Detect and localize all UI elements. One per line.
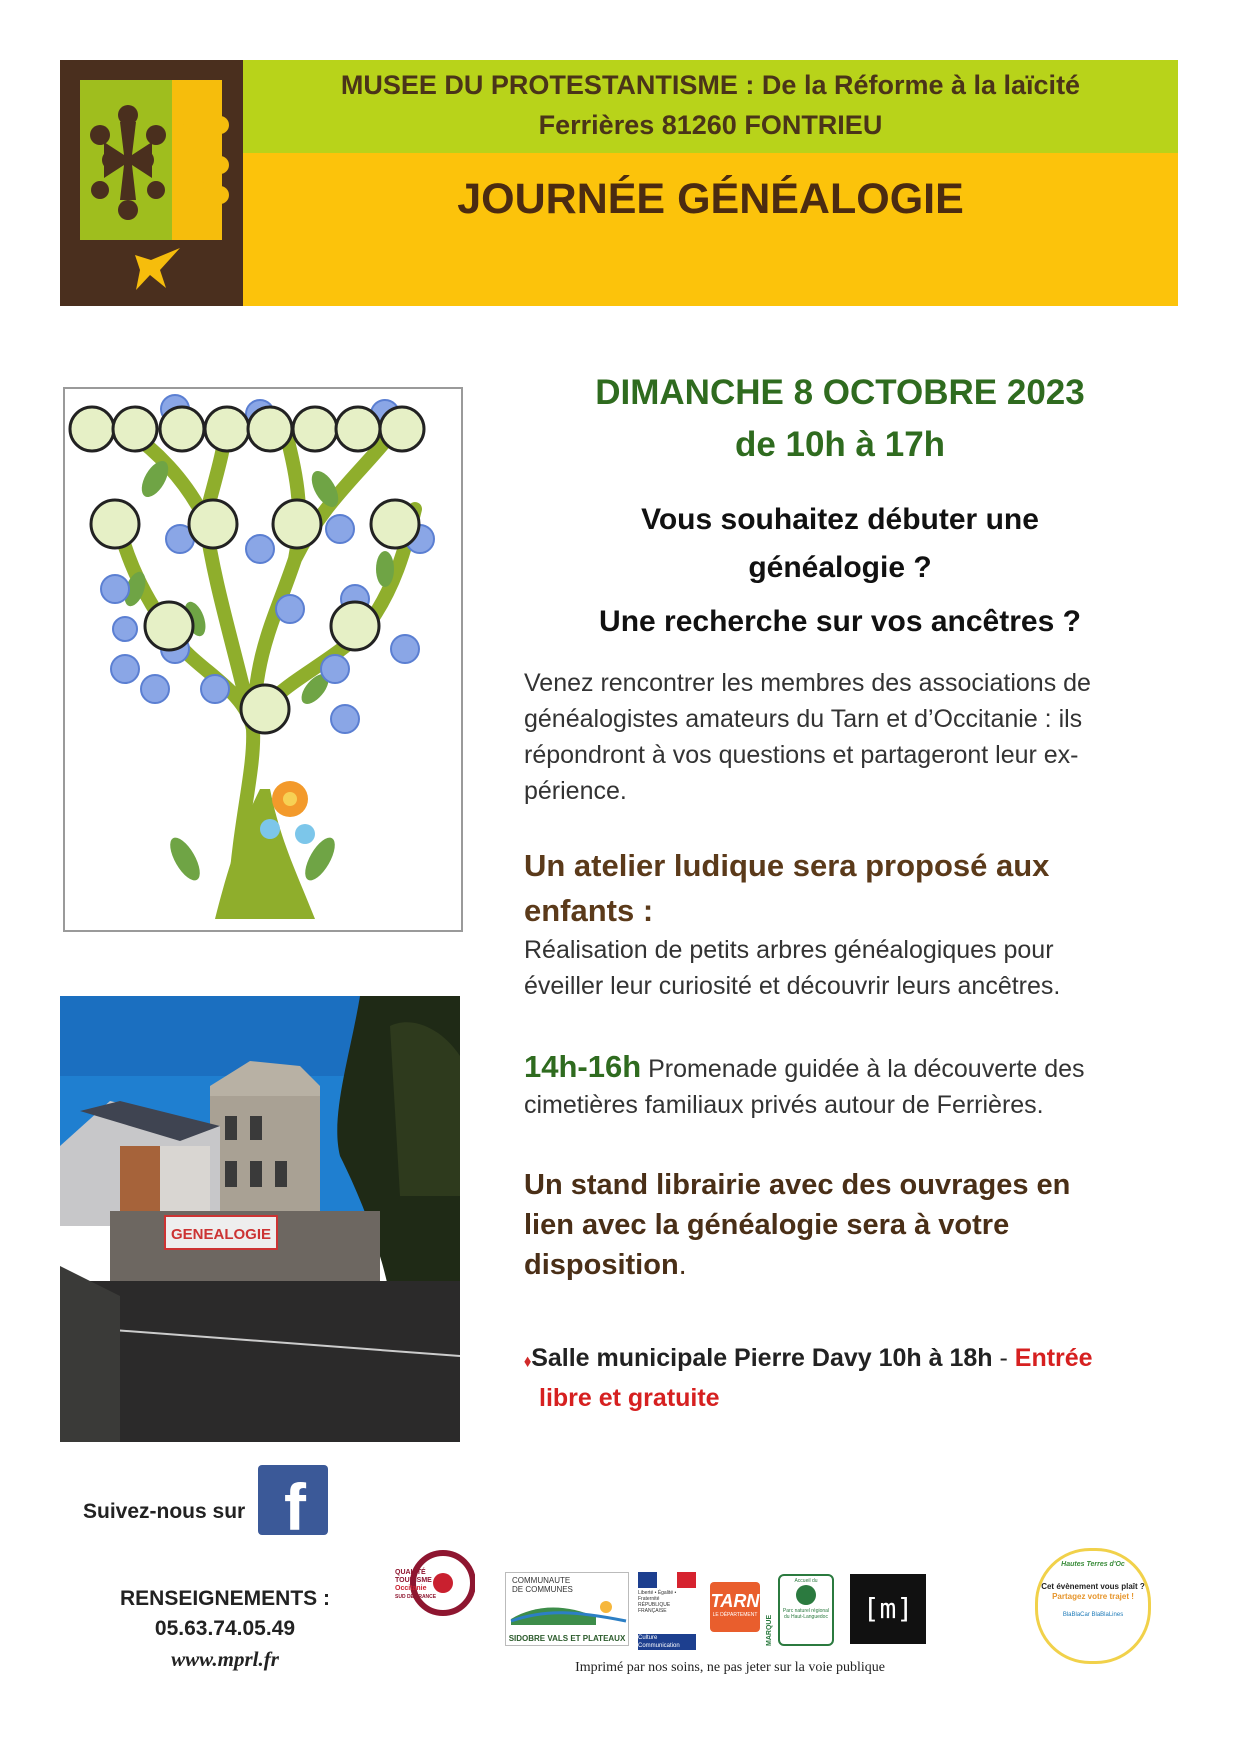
workshop-text: Réalisation de petits arbres généalogiques pour éveiller leur curiosité et découvrir leurs ancêtres. [524,936,1061,1000]
workshop-title: Un atelier ludique sera proposé aux enfants : [524,848,1050,928]
dove-icon [135,248,180,290]
building-photo-image [60,996,460,1442]
family-tree-image [65,389,461,930]
contact-website[interactable]: www.mprl.fr [171,1647,279,1671]
contact-block [95,1584,355,1674]
event-hours: de 10h à 17h [734,425,946,464]
museum-logo [60,60,243,306]
walk-time: 14h-16h [524,1049,642,1084]
contact-phone: 05.63.74.05.49 [154,1617,296,1640]
question-1b: généalogie ? [748,551,932,584]
m-museum-logo: [m] [850,1574,926,1644]
venue-info: ⬧Salle municipale Pierre Davy 10h à 18h - Entrée libre et gratuite [524,1344,1093,1412]
walk-text: 14h-16h Promenade guidée à la découverte des cimetières familiaux privés autour de Ferrières. [524,1049,1085,1119]
venue-photo [60,996,460,1442]
republique-francaise-logo: Liberté • Égalité • Fraternité RÉPUBLIQUE FRANÇAISE Culture Communication [638,1572,696,1644]
contact-label: RENSEIGNEMENTS : [119,1587,331,1610]
qualite-tourisme-logo: QUALITÉ TOURISME Occitanie SUD DE FRANCE [395,1545,475,1625]
family-tree-illustration [63,387,463,932]
follow-label: Suivez-nous sur [83,1500,246,1523]
question-2: Une recherche sur vos ancêtres ? [599,605,1081,638]
tarn-logo: TARN LE DÉPARTEMENT [710,1582,760,1632]
sidobre-logo: COMMUNAUTE DE COMMUNES SIDOBRE VALS ET PLATEAUX [505,1572,629,1646]
question-1a: Vous souhaitez débuter une [641,503,1039,536]
facebook-icon[interactable]: f [258,1465,328,1535]
intro-text: Venez rencontrer les membres des associations de généalogistes amateurs du Tarn et d’Occitanie : ils répondront à vos questions et partageront leur ex- périence. [524,669,1091,805]
header-banner [60,60,1178,306]
footer-note: Imprimé par nos soins, ne pas jeter sur la voie publique [575,1660,885,1675]
parc-haut-languedoc-logo: MARQUE Accueil du Parc naturel régional du Haut-Languedoc [766,1574,836,1646]
museum-name: MUSEE DU PROTESTANTISME : De la Réforme à la laïcité [340,70,1081,100]
bookstand-text: Un stand librairie avec des ouvrages en lien avec la généalogie sera à votre disposition. [524,1169,1071,1281]
page-title: JOURNÉE GÉNÉALOGIE [457,175,964,223]
occitan-cross-icon [60,60,243,306]
banner-text: GENEALOGIE [170,1226,272,1243]
blablacar-logo: Hautes Terres d'Oc Cet évènement vous plaît ? Partagez votre trajet ! BlaBlaCar BlaBlaLines [1035,1548,1151,1664]
museum-address: Ferrières 81260 FONTRIEU [538,110,883,140]
bullet-icon: ⬧ [524,1353,532,1370]
event-date: DIMANCHE 8 OCTOBRE 2023 [595,373,1085,412]
